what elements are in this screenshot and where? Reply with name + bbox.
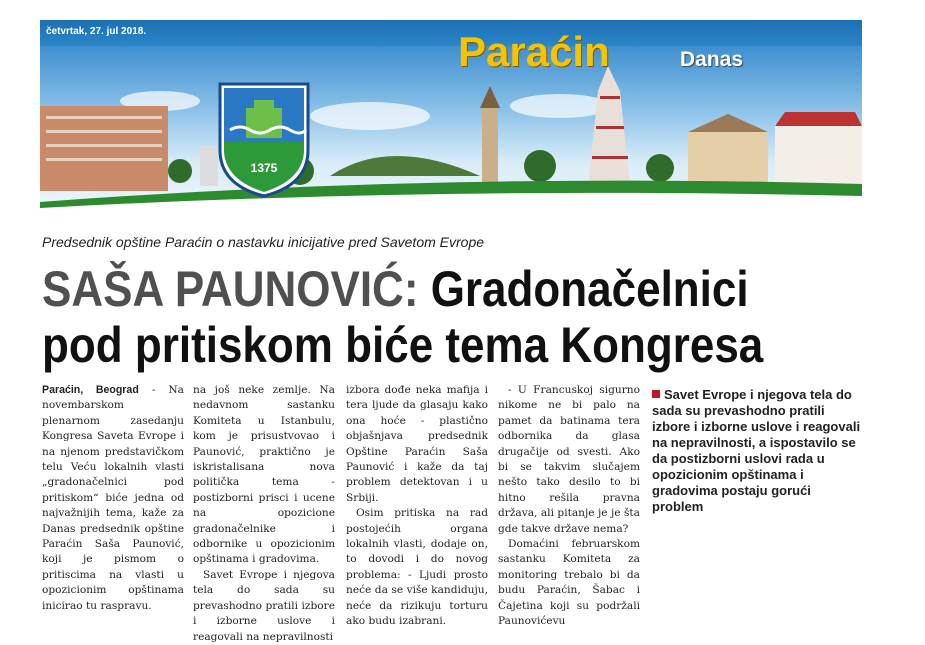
green-wave-decoration [40,172,862,212]
body-text: - U Francuskoj sigurno nikome ne bi palo na pamet da batinama tera odbornika da glasa drugačije od svesti. Ako bi se takvim slučajem nešto tako desilo to bi hitno rešila pravna država, ali pitanje je je šta gde takve države nema? [498,384,640,535]
masthead-banner [40,20,862,212]
section-title: Paraćin [458,28,610,75]
crest-year: 1375 [250,161,278,175]
headline-line-2: pod pritiskom biće tema Kongresa [42,317,764,373]
issue-date: četvrtak, 27. jul 2018. [46,26,147,37]
article-kicker: Predsednik opštine Paraćin o nastavku inicijative pred Savetom Evrope [42,234,485,250]
body-text: Osim pritiska na rad postojećih organa lokalnih vlasti, dodaje on, to dovodi i do novog problema: - Ljudi prosto neće da se više kandiduju, neće da rizikuju torturu ako budu izabrani. [346,507,488,628]
article-column-1 [42,383,184,614]
headline-line-1 [42,262,749,316]
article-column-2 [193,383,335,645]
body-text: na još neke zemlje. Na nedavnom sastanku Komiteta u Istanbulu, kom je prisustvovao i Paunović, praktično je iskristalisana nova politička tema - postizborni prisci i ucene na opozicione gradonačelnike i odbornike u opozicionim opštinama i gradovima. [193,384,335,566]
dateline: Paraćin, Beograd [42,384,139,396]
headline-text: Gradonačelnici [430,261,749,317]
headline-name: SAŠA PAUNOVIĆ: [42,261,419,317]
pull-quote-text: Savet Evrope i njegova tela do sada su prevashodno pratili izbore i izborne uslove i reagovali na nepravilnosti, a ispostavilo se da postizborni uslovi rada u opozicionim opštinama i gradovima postaju gorući problem [652,387,861,514]
body-text: Domaćini februarskom sastanku Komiteta za monitoring trebalo bi da budu Paraćin, Šabac i Čajetina koji su podržali Paunovićevu [498,538,640,628]
body-text: izbora dođe neka mafija i tera ljude da glasaju kako ona hoće - plastično objašnjava predsednik Opštine Paraćin Saša Paunović i kaže da taj problem detektovan i u Srbiji. [346,384,488,504]
article-column-4 [498,383,640,630]
body-text: Savet Evrope i njegova tela do sada su prevashodno pratili izbore i izborne uslove i reagovali na nepravilnosti [193,568,335,643]
newspaper-logo: Danas [680,48,744,71]
date-bar [40,20,862,46]
bullet-square-icon [652,390,660,398]
article-column-3 [346,383,488,630]
body-text: - Na novembarskom plenarnom zasedanju Kongresa Saveta Evrope i na njenom predstavičkom telu Veću lokalnih vlasti „gradonačelnici pod pritiskom“ biće jedna od najvažnijih tema, kaže za Danas predsednik opštine Paraćin Saša Paunović, koji je pismom o pritiscima na vlasti u opozicionim opštinama inicirao tu raspravu. [42,384,184,612]
coat-of-arms-icon [216,80,312,198]
pull-quote [652,387,862,515]
